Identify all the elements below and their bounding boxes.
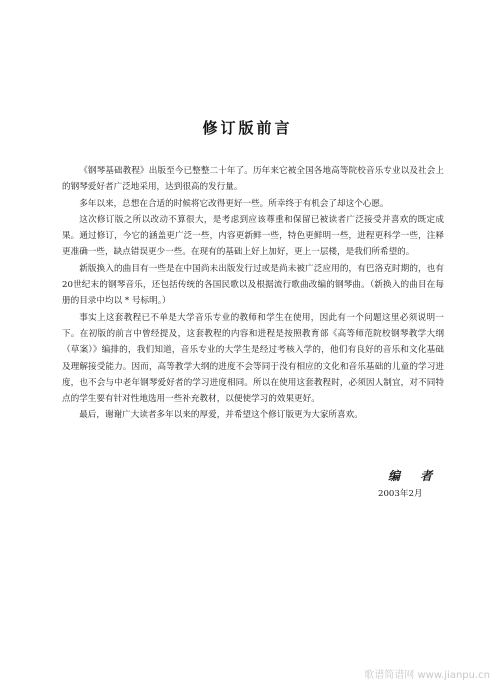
paragraph: 多年以来，总想在合适的时候将它改得更好一些。所幸终于有机会了却这个心愿。	[79, 198, 389, 209]
site-watermark: 歌谱简谱网 www.jianpu.cn	[364, 670, 490, 681]
page-title: 修订版前言	[202, 119, 293, 137]
preface-body	[62, 163, 444, 424]
paragraph: 最后，谢谢广大读者多年以来的厚爱，并希望这个修订版更为大家所喜欢。	[79, 410, 363, 421]
paragraph: 《钢琴基础教程》出版至今已整整二十年了。历年来它被全国各地高等院校音乐专业以及社会上的钢琴爱好者广泛地采用，达到很高的发行量。	[62, 166, 444, 193]
paragraph: 事实上这套教程已不单是大学音乐专业的教师和学生在使用，因此有一个问题这里必须说明一下。在初版的前言中曾经提及，这套教程的内容和进程是按照教育部《高等师范院校钢琴教学大纲（草案）》编排的，我们知道，音乐专业的大学生是经过考核入学的，他们有良好的音乐和文化基础及理解接受能力。因而，高等教学大纲的进度不会等同于没有相应的文化和音乐基础的儿童的学习进度，也不会与中老年钢琴爱好者的学习进度相同。所以在使用这套教程时，必须因人制宜，对不同特点的学生要有针对性地选用一些补充教材，以便使学习的效果更好。	[62, 312, 444, 405]
paragraph: 新版换入的曲目有一些是在中国尚未出版发行过或是尚未被广泛应用的，有巴洛克时期的，也有20世纪末的钢琴音乐，还包括传统的各国民歌以及根据流行歌曲改编的钢琴曲。（新换入的曲目在每册的目录中均以 * 号标明。）	[62, 263, 444, 307]
author-signature: 编 者	[388, 469, 441, 483]
publication-date: 2003年2月	[378, 489, 423, 499]
paragraph: 这次修订版之所以改动不算很大，是考虑到应该尊重和保留已被读者广泛接受并喜欢的既定成果。通过修订，今它的涵盖更广泛一些，内容更新鲜一些，特色更鲜明一些，进程更科学一些，注释更准确一些，缺点错误更少一些。在现有的基础上好上加好，更上一层楼，是我们所希望的。	[62, 214, 444, 258]
